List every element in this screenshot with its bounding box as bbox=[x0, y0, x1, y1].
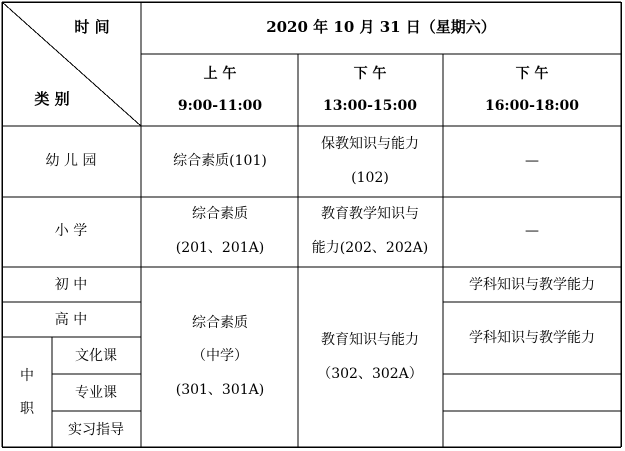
vocational-practice: 实习指导 bbox=[68, 422, 124, 438]
cell-secondary-am-line1: 综合素质 bbox=[192, 315, 248, 331]
cell-primary-am-line1: 综合素质 bbox=[192, 206, 248, 222]
session-2-name: 下 午 bbox=[353, 66, 387, 82]
corner-category-label: 类 别 bbox=[34, 90, 70, 108]
vocational-professional: 专业课 bbox=[75, 385, 117, 401]
cell-kindergarten-pm1-line1: 保教知识与能力 bbox=[321, 136, 419, 152]
session-1-name: 上 午 bbox=[203, 66, 237, 82]
category-kindergarten: 幼 儿 园 bbox=[45, 153, 97, 169]
category-primary: 小 学 bbox=[54, 223, 88, 239]
cell-kindergarten-pm1-line2: (102) bbox=[351, 170, 389, 186]
cell-senior-pm2: 学科知识与教学能力 bbox=[469, 330, 595, 346]
cell-primary-pm1-line1: 教育教学知识与 bbox=[321, 206, 419, 222]
cell-primary-pm2: — bbox=[525, 223, 539, 239]
category-vocational-1: 中 bbox=[20, 368, 34, 384]
cell-kindergarten-pm2: — bbox=[525, 153, 539, 169]
corner-time-label: 时 间 bbox=[74, 18, 110, 36]
cell-primary-pm1-line2: 能力(202、202A) bbox=[311, 240, 429, 256]
category-junior: 初 中 bbox=[54, 277, 88, 293]
exam-date: 2020 年 10 月 31 日（星期六） bbox=[266, 18, 496, 36]
session-1-time: 9:00-11:00 bbox=[177, 98, 263, 114]
cell-secondary-pm1-line1: 教育知识与能力 bbox=[321, 332, 419, 348]
session-3-time: 16:00-18:00 bbox=[484, 98, 580, 114]
session-3-name: 下 午 bbox=[515, 66, 549, 82]
session-2-time: 13:00-15:00 bbox=[322, 98, 418, 114]
cell-secondary-pm1-line2: （302、302A） bbox=[317, 366, 423, 382]
cell-junior-pm2: 学科知识与教学能力 bbox=[469, 277, 595, 293]
cell-secondary-am-line2: （中学） bbox=[192, 348, 248, 364]
vocational-culture: 文化课 bbox=[75, 348, 117, 364]
corner-diagonal bbox=[2, 2, 141, 126]
category-vocational-2: 职 bbox=[20, 401, 34, 417]
category-senior: 高 中 bbox=[54, 312, 88, 328]
cell-secondary-am-line3: (301、301A) bbox=[175, 382, 265, 398]
cell-kindergarten-am: 综合素质(101) bbox=[173, 153, 267, 169]
cell-primary-am-line2: (201、201A) bbox=[175, 240, 265, 256]
